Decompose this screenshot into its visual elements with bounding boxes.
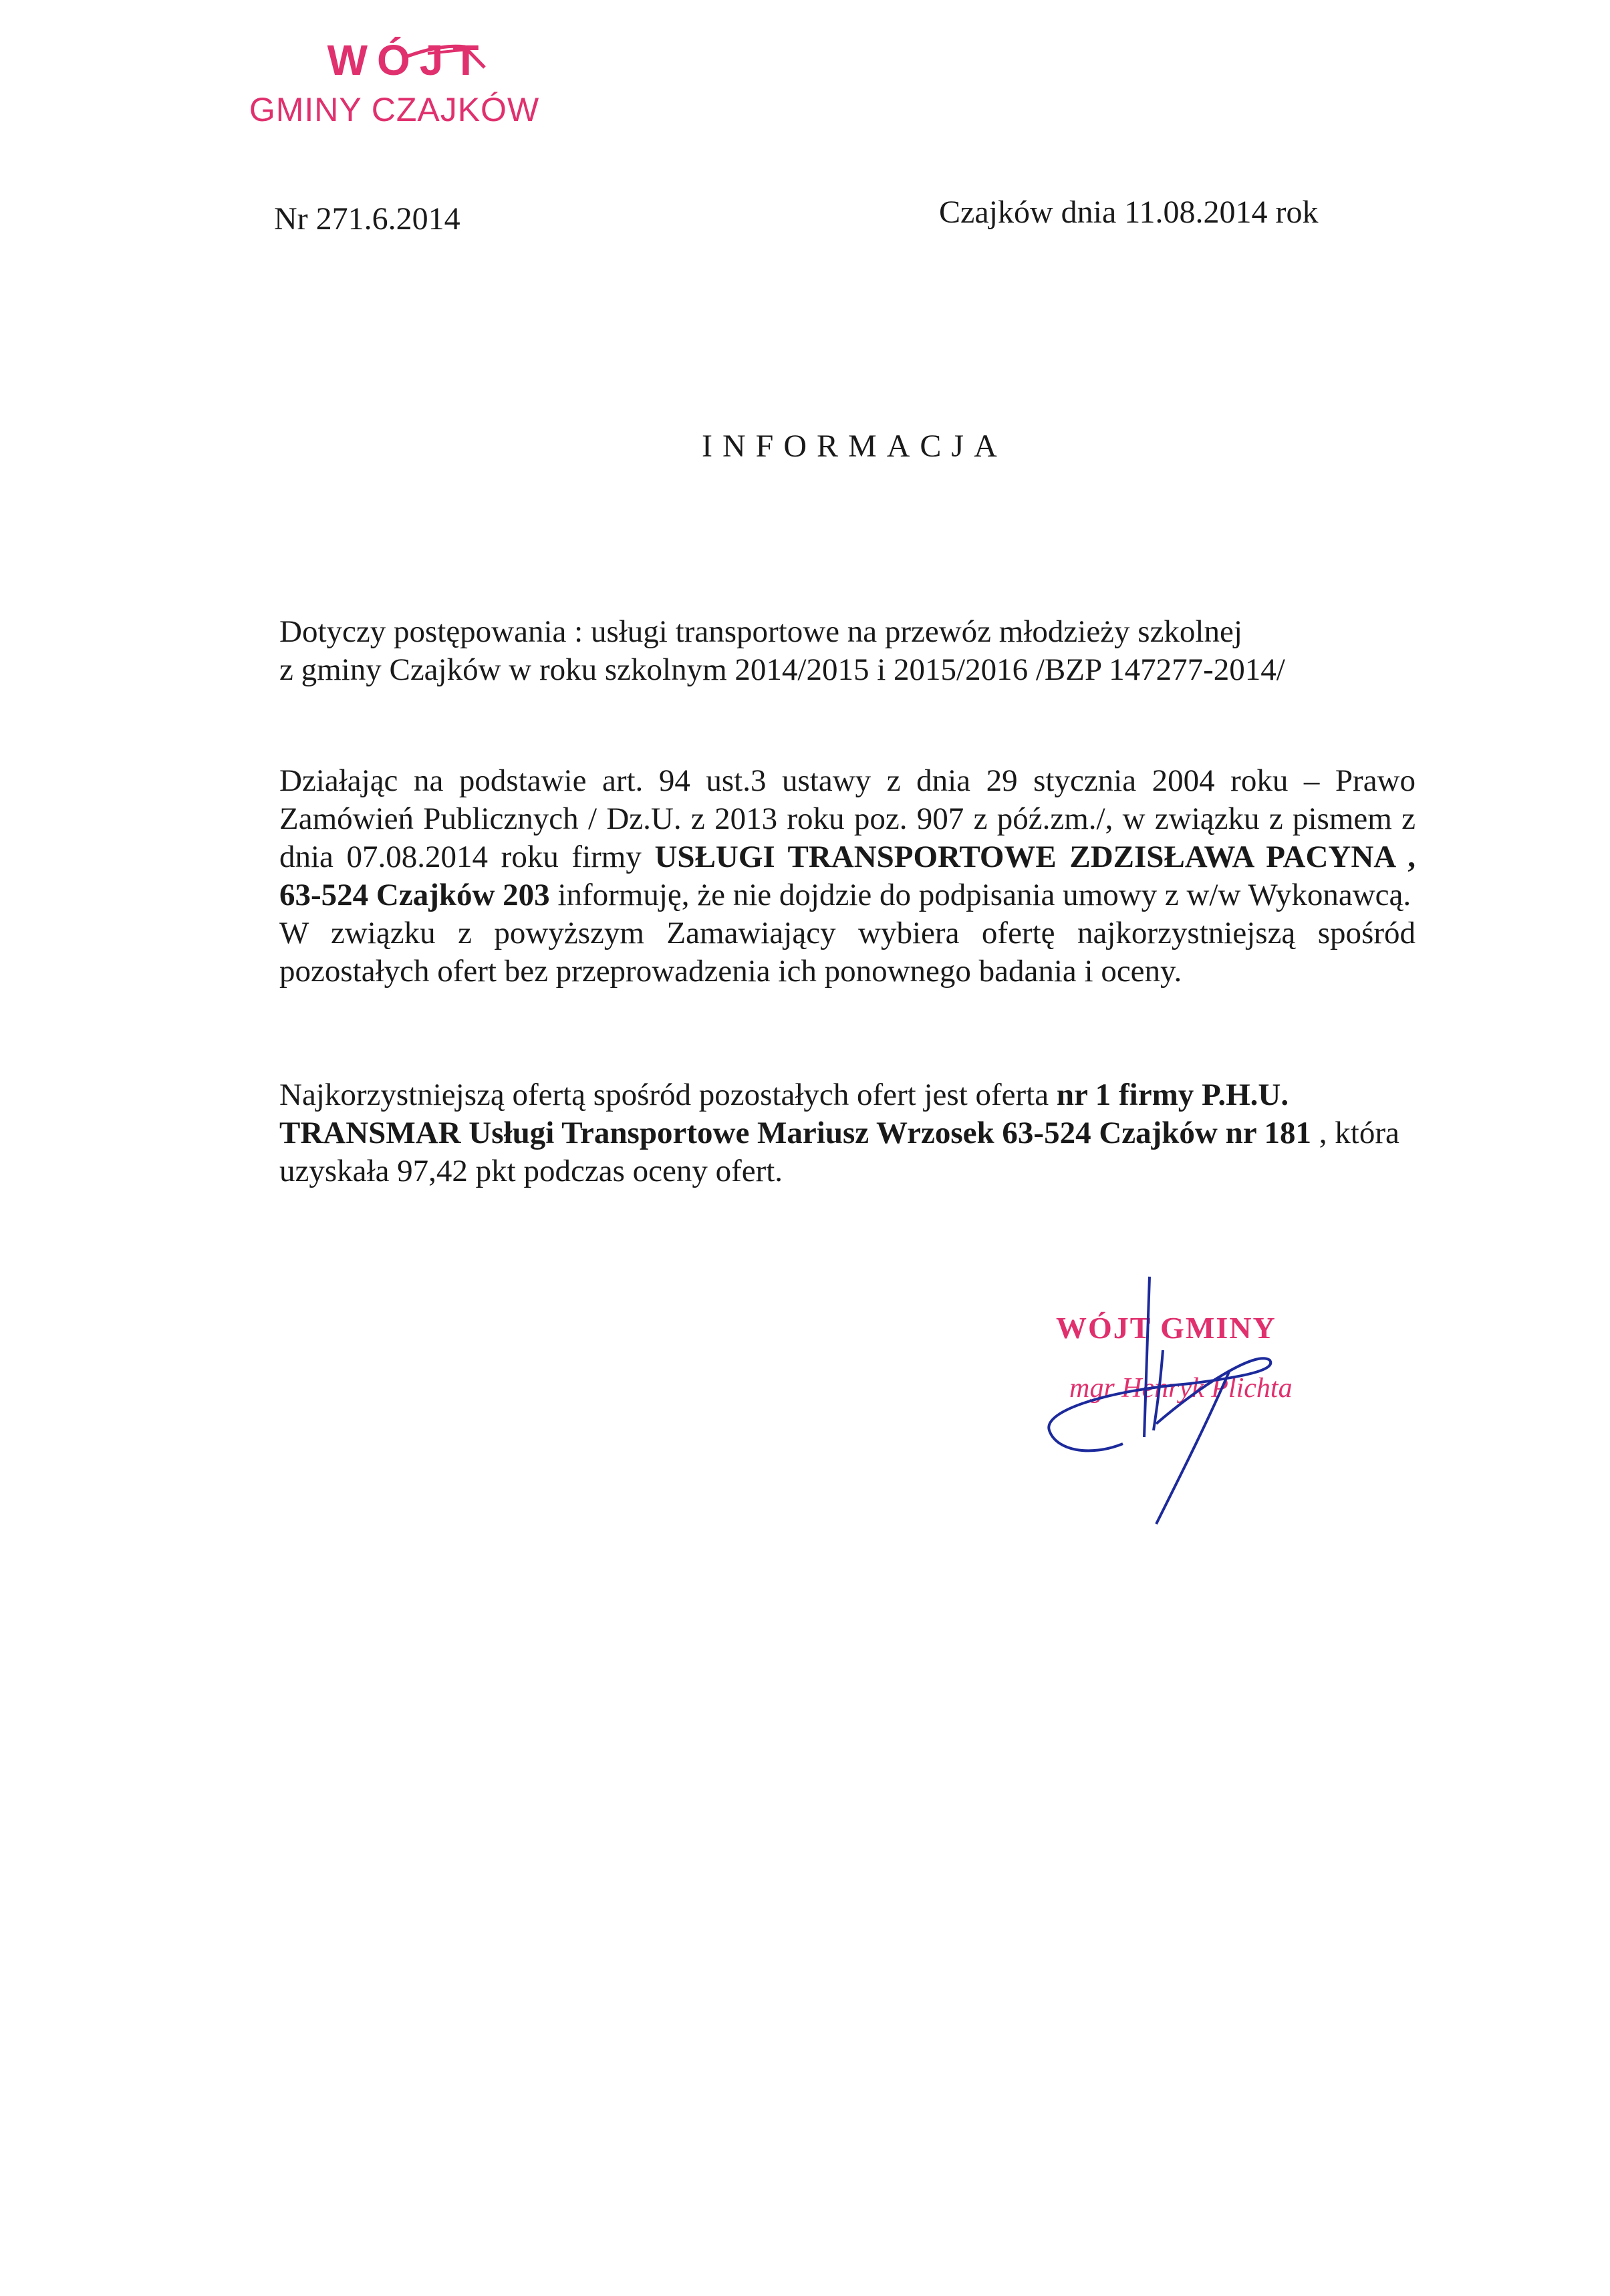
subject-line-2: z gminy Czajków w roku szkolnym 2014/2015 i 2015/2016 /BZP 147277-2014/: [279, 652, 1285, 687]
stamp-flourish: [401, 37, 495, 78]
document-date: Czajków dnia 11.08.2014 rok: [939, 195, 1319, 230]
paragraph-1-decision: W związku z powyższym Zamawiający wybiera ofertę najkorzystniejszą spośród pozostałych ofert bez przeprowadzenia ich ponownego badania i oceny.: [279, 916, 1416, 989]
paragraph-2-text-a: Najkorzystniejszą ofertą spośród pozostałych ofert jest oferta: [279, 1077, 1057, 1112]
paragraph-2-main: [279, 1076, 1416, 1190]
signature-stamp-title: WÓJT GMINY: [1056, 1311, 1277, 1345]
subject-block: [279, 613, 1416, 689]
paragraph-1-text-b: informuję, że nie dojdzie do podpisania umowy z w/w Wykonawcą.: [549, 878, 1412, 912]
document-title: INFORMACJA: [702, 428, 1007, 464]
paragraph-1-firm: USŁUGI TRANSPORTOWE ZDZISŁAWA PACYNA , 63-524 Czajków 203: [279, 840, 1416, 912]
document-number: Nr 271.6.2014: [274, 201, 460, 237]
handwritten-signature: [1029, 1270, 1363, 1551]
subject-line-1: Dotyczy postępowania : usługi transportowe na przewóz młodzieży szkolnej: [279, 614, 1242, 649]
paragraph-2-text-b: , która uzyskała 97,42 pkt podczas oceny ofert.: [279, 1116, 1399, 1188]
paragraph-2: [279, 1076, 1416, 1190]
signature-stamp-name: mgr Henryk Plichta: [1069, 1373, 1293, 1404]
paragraph-2-winner: nr 1 firmy P.H.U. TRANSMAR Usługi Transportowe Mariusz Wrzosek 63-524 Czajków nr 181: [279, 1077, 1312, 1150]
stamp-subtitle: GMINY CZAJKÓW: [249, 91, 540, 128]
paragraph-1: [279, 762, 1416, 991]
paragraph-1-text-a: Działając na podstawie art. 94 ust.3 ustawy z dnia 29 stycznia 2004 roku – Prawo Zamówień Publicznych / Dz.U. z 2013 roku poz. 907 z póź.zm./, w związku z pismem z dnia 07.08.2014 roku firmy: [279, 763, 1416, 874]
paragraph-1-main: [279, 762, 1416, 914]
header-stamp: [241, 33, 548, 140]
stamp-title: WÓJT: [327, 36, 489, 84]
